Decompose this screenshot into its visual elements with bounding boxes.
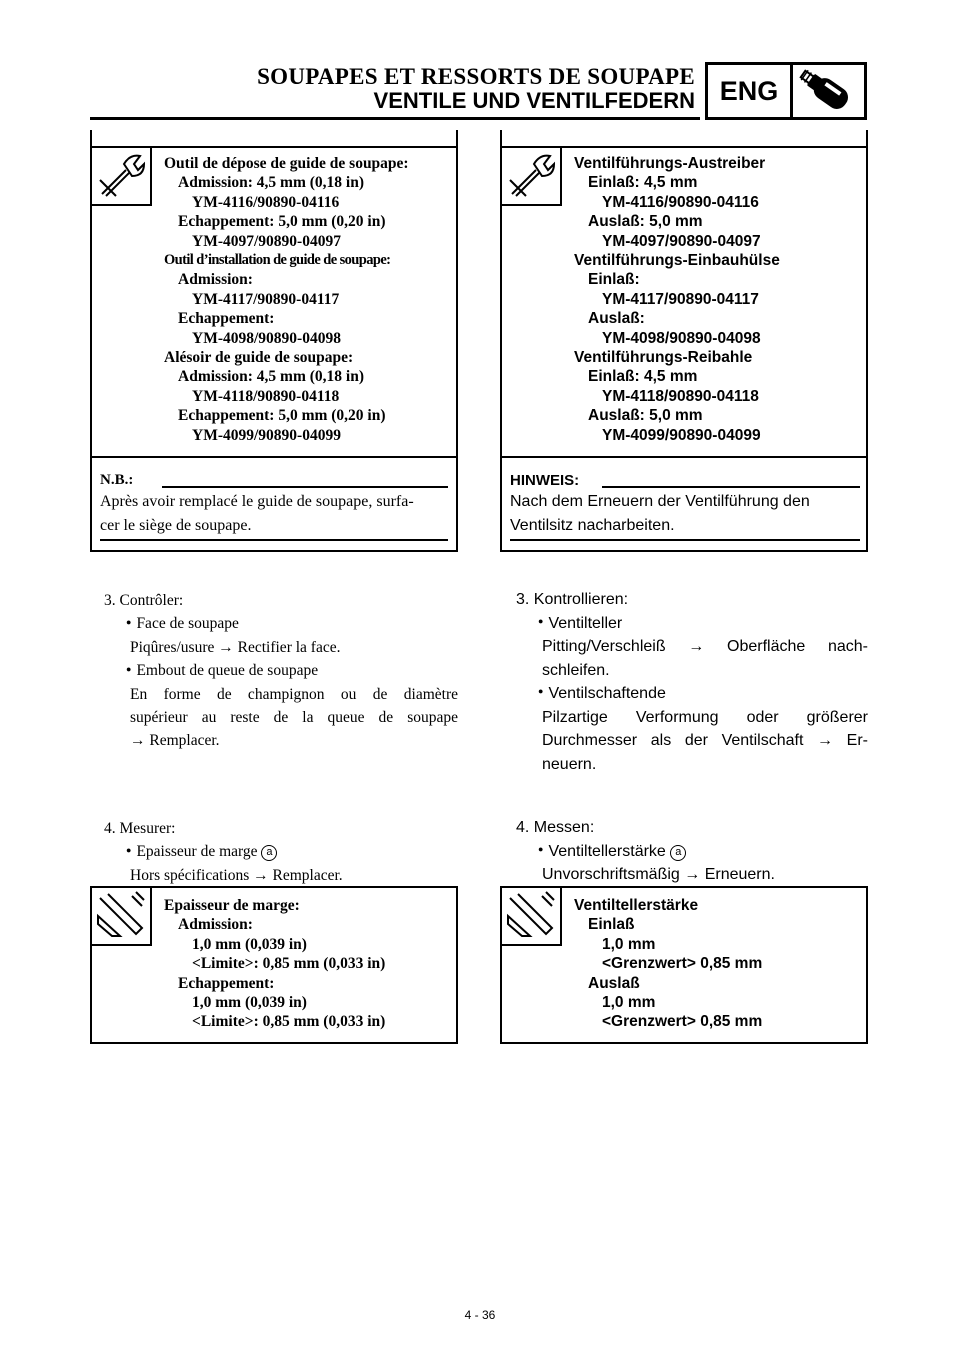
note-line-text: Ventilsitz nacharbeiten.	[510, 517, 675, 534]
page-title-de: VENTILE UND VENTILFEDERN	[373, 88, 695, 113]
tool-line: YM-4099/90890-04099	[602, 426, 761, 444]
spec-line: Auslaß	[588, 974, 640, 992]
tool-line: Auslaß: 5,0 mm	[588, 407, 703, 425]
caliper-icon	[506, 890, 556, 940]
bullet-text: Pilzartige Verformung oder größerer	[542, 708, 868, 726]
bullet-text: → Remplacer.	[130, 731, 220, 749]
tool-line: Ventilführungs-Reibahle	[574, 349, 753, 367]
bullet-text: Unvorschriftsmäßig → Erneuern.	[542, 866, 775, 884]
wrench-icon	[96, 150, 146, 200]
tool-line: Outil d’installation de guide de soupape:	[164, 252, 391, 269]
bullet-item: ● Embout de queue de soupape	[104, 659, 458, 683]
de-spec-box	[500, 886, 868, 1044]
bullet-label: Epaisseur de marge	[136, 843, 258, 860]
fr-step3	[104, 589, 458, 752]
fr-step4	[104, 817, 458, 887]
spec-line: Ventiltellerstärke	[574, 897, 699, 914]
section-badge-label: ENG	[708, 65, 793, 117]
fr-spec-box	[90, 886, 458, 1044]
fr-tool-box	[90, 130, 458, 552]
tool-line: YM-4116/90890-04116	[602, 193, 759, 211]
tool-line: Einlaß: 4,5 mm	[588, 174, 698, 192]
bullet-text: Durchmesser als der Ventilschaft → Er-	[542, 732, 868, 750]
spec-line: <Limite>: 0,85 mm (0,033 in)	[192, 1013, 386, 1031]
tool-line: Ventilführungs-Einbauhülse	[574, 252, 780, 270]
de-spec-icon-cell	[502, 886, 562, 946]
tool-line: Ventilführungs-Austreiber	[574, 155, 766, 172]
tool-line: Echappement: 5,0 mm (0,20 in)	[178, 407, 386, 425]
bullet-text: Piqûres/usure → Rectifier la face.	[130, 638, 341, 656]
engine-icon	[794, 67, 864, 115]
tool-line: YM-4117/90890-04117	[192, 290, 340, 308]
bullet-item: ● Face de soupape	[104, 612, 458, 636]
fr-note-body	[100, 490, 450, 538]
de-tool-icon-cell	[502, 146, 562, 206]
tool-line: Einlaß:	[588, 271, 640, 289]
de-step4	[516, 816, 868, 887]
de-tool-box	[500, 130, 868, 552]
section-badge	[705, 62, 867, 120]
spec-line: <Grenzwert> 0,85 mm	[602, 1013, 763, 1031]
step-heading: 4. Messen:	[516, 819, 595, 836]
spec-line: 1,0 mm	[602, 994, 656, 1012]
tool-line: Einlaß: 4,5 mm	[588, 368, 698, 386]
tool-line: Admission: 4,5 mm (0,18 in)	[178, 368, 365, 386]
spec-line: <Grenzwert> 0,85 mm	[602, 955, 763, 973]
tool-line: Admission:	[178, 271, 253, 289]
bullet-item: ● Ventilteller	[516, 612, 868, 636]
de-note-body	[510, 490, 862, 538]
spec-line: Admission:	[178, 916, 253, 934]
tool-line: Auslaß: 5,0 mm	[588, 213, 703, 231]
de-note-title: HINWEIS:	[510, 472, 580, 489]
bullet-text: schleifen.	[542, 661, 610, 679]
tool-line: YM-4098/90890-04098	[192, 329, 341, 347]
bullet-text: En forme de champignon ou de diamètre	[130, 685, 458, 703]
step-heading: 4. Mesurer:	[104, 820, 176, 837]
bullet-text: neuern.	[542, 755, 597, 773]
de-step3	[516, 588, 868, 776]
de-tool-list	[574, 154, 780, 445]
page-number: 4 - 36	[464, 1308, 496, 1322]
fr-note-title: N.B.:	[100, 472, 134, 488]
fr-spec-icon-cell	[92, 886, 152, 946]
tool-line: YM-4118/90890-04118	[192, 387, 340, 405]
bullet-text: Pitting/Verschleiß → Oberfläche nach-	[542, 638, 868, 656]
caliper-icon	[96, 890, 146, 940]
tool-line: Auslaß:	[588, 310, 645, 328]
tool-line: YM-4098/90890-04098	[602, 329, 761, 347]
spec-line: <Limite>: 0,85 mm (0,033 in)	[192, 955, 386, 973]
spec-line: Einlaß	[588, 916, 635, 934]
marker-a: a	[670, 845, 686, 861]
tool-line: YM-4097/90890-04097	[192, 232, 341, 250]
fr-tool-list	[164, 154, 409, 445]
tool-line: Echappement: 5,0 mm (0,20 in)	[178, 213, 386, 231]
tool-line: YM-4118/90890-04118	[602, 387, 759, 405]
tool-line: YM-4117/90890-04117	[602, 290, 759, 308]
tool-line: YM-4116/90890-04116	[192, 193, 340, 211]
bullet-text: supérieur au reste de la queue de soupape	[130, 708, 458, 726]
tool-line: Alésoir de guide de soupape:	[164, 349, 354, 367]
bullet-text: Hors spécifications → Remplacer.	[130, 866, 343, 884]
wrench-icon	[506, 150, 556, 200]
bullet-item	[104, 840, 458, 864]
tool-line: Outil de dépose de guide de soupape:	[164, 155, 409, 172]
spec-line: Echappement:	[178, 974, 275, 992]
tool-line: YM-4097/90890-04097	[602, 232, 761, 250]
spec-line: 1,0 mm (0,039 in)	[192, 935, 307, 953]
note-line-text: cer le siège de soupape.	[100, 517, 252, 534]
header-rule	[90, 117, 700, 120]
note-line-text: Nach dem Erneuern der Ventilführung den	[510, 493, 810, 510]
marker-a: a	[261, 845, 277, 861]
page-title-fr: SOUPAPES ET RESSORTS DE SOUPAPE	[257, 64, 695, 89]
tool-line: Admission: 4,5 mm (0,18 in)	[178, 174, 365, 192]
fr-tool-icon-cell	[92, 146, 152, 206]
spec-line: 1,0 mm (0,039 in)	[192, 994, 307, 1012]
bullet-item	[516, 840, 868, 864]
fr-spec-list	[164, 896, 385, 1032]
spec-line: 1,0 mm	[602, 935, 656, 953]
step-heading: 3. Kontrollieren:	[516, 591, 629, 608]
tool-line: Echappement:	[178, 310, 275, 328]
step-heading: 3. Contrôler:	[104, 592, 184, 609]
tool-line: YM-4099/90890-04099	[192, 426, 341, 444]
bullet-label: Ventiltellerstärke	[548, 842, 666, 860]
note-line-text: Après avoir remplacé le guide de soupape, surfa-	[100, 493, 414, 510]
spec-line: Epaisseur de marge:	[164, 897, 300, 914]
de-spec-list	[574, 896, 762, 1032]
bullet-item: ● Ventilschaftende	[516, 682, 868, 706]
